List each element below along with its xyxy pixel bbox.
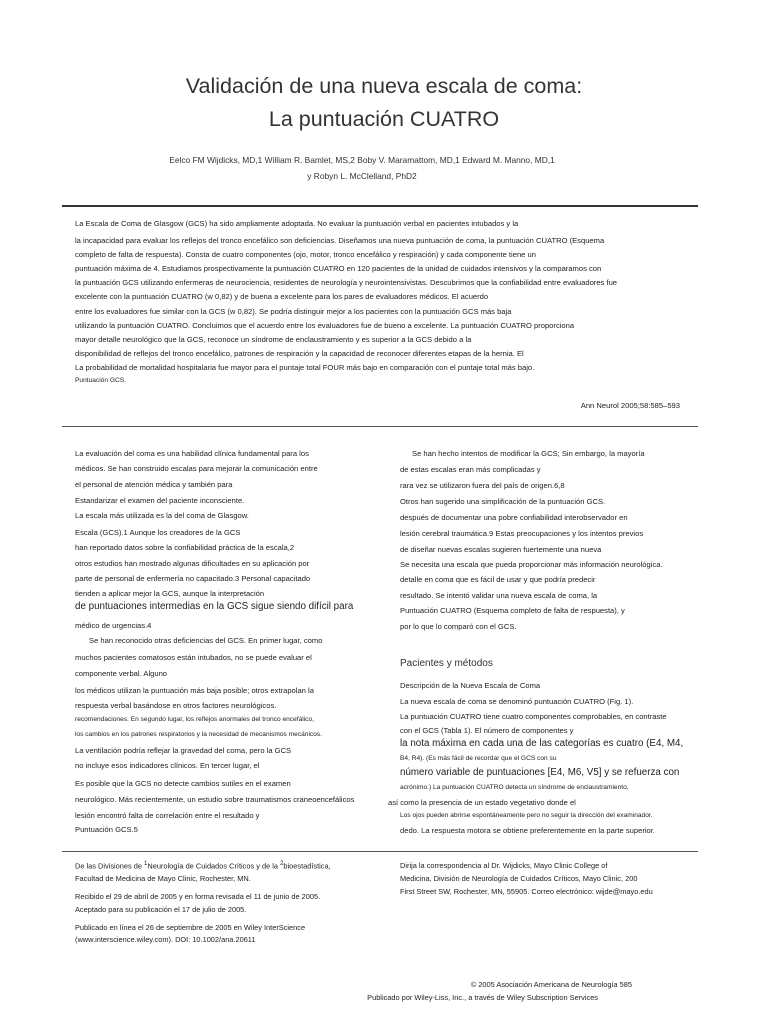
- copyright-notice: © 2005 Asociación Americana de Neurología 585: [470, 980, 632, 989]
- body-line: lesión encontró falta de correlación entre el resultado y: [75, 811, 260, 820]
- author-list-line-1: Eelco FM Wijdicks, MD,1 William R. Bamlet, MS,2 Boby V. Maramattom, MD,1 Edward M. Manno, MD,1: [169, 155, 555, 165]
- body-line: con el GCS (Tabla 1). El número de componentes y: [400, 726, 574, 735]
- abstract-line: puntuación máxima de 4. Estudiamos prospectivamente la puntuación CUATRO en 120 pacientes de la unidad de cuidados intensivos y la comparamos con: [75, 264, 602, 273]
- body-line: recomendaciones. En segundo lugar, los reflejos anormales del tronco encefálico,: [75, 716, 314, 723]
- body-line: Estandarizar el examen del paciente inconsciente.: [75, 496, 245, 505]
- body-line: número variable de puntuaciones [E4, M6, V5] y se refuerza con: [400, 767, 680, 778]
- body-line: Se necesita una escala que pueda proporcionar más información neurológica.: [400, 560, 663, 569]
- body-line: de estas escalas eran más complicadas y: [400, 465, 541, 474]
- accepted-date: Aceptado para su publicación el 17 de julio de 2005.: [75, 905, 247, 914]
- abstract-line: excelente con la puntuación CUATRO (w 0,82) y de buena a excelente para los pares de evaluadores médicos. El acuerdo: [75, 292, 489, 301]
- correspondence-line: First Street SW, Rochester, MN, 55905. Correo electrónico: wijde@mayo.edu: [400, 887, 653, 896]
- body-line: lesión cerebral traumática.9 Estas preocupaciones y los intentos previos: [400, 529, 644, 538]
- published-line: (www.interscience.wiley.com). DOI: 10.1002/ana.20611: [75, 935, 256, 944]
- body-line: dedo. La respuesta motora se obtiene preferentemente en la parte superior.: [400, 826, 655, 835]
- body-line: La escala más utilizada es la del coma de Glasgow.: [75, 511, 249, 520]
- body-line: parte de personal de enfermería no capacitado.3 Personal capacitado: [75, 574, 311, 583]
- body-line: Puntuación CUATRO (Esquema completo de falta de respuesta), y: [400, 606, 625, 615]
- body-line: Es posible que la GCS no detecte cambios sutiles en el examen: [75, 779, 291, 788]
- body-line: componente verbal. Alguno: [75, 669, 168, 678]
- body-line: Los ojos pueden abrirse espontáneamente pero no seguir la dirección del examinador.: [400, 812, 653, 819]
- body-line: muchos pacientes comatosos están intubados, no se puede evaluar el: [75, 653, 312, 662]
- body-line: respuesta verbal basándose en otros factores neurológicos.: [75, 701, 277, 710]
- affiliation-text: bioestadística,: [283, 861, 331, 871]
- body-line: tienden a aplicar mejor la GCS, aunque la interpretación: [75, 589, 265, 598]
- body-line: B4, R4). (Es más fácil de recordar que el GCS con su: [400, 755, 557, 762]
- body-line: el personal de atención médica y también para: [75, 480, 233, 489]
- body-line: resultado. Se intentó validar una nueva escala de coma, la: [400, 591, 598, 600]
- body-line: han reportado datos sobre la confiabilidad práctica de la escala,2: [75, 543, 295, 552]
- body-line: Se han reconocido otras deficiencias del GCS. En primer lugar, como: [89, 636, 323, 645]
- abstract-line: La probabilidad de mortalidad hospitalaria fue mayor para el puntaje total FOUR más bajo en comparación con el puntaje total más bajo.: [75, 363, 535, 372]
- body-line: Otros han sugerido una simplificación de la puntuación GCS.: [400, 497, 606, 506]
- received-date: Recibido el 29 de abril de 2005 y en forma revisada el 11 de junio de 2005.: [75, 892, 321, 901]
- published-line: Publicado en línea el 26 de septiembre de 2005 en Wiley InterScience: [75, 923, 306, 932]
- body-line: no incluye esos indicadores clínicos. En tercer lugar, el: [75, 761, 260, 770]
- abstract-bottom-rule: [62, 426, 698, 427]
- abstract-line: disponibilidad de reflejos del tronco encefálico, patrones de respiración y la capacidad de reconocer diferentes etapas de la hernia. El: [75, 349, 524, 358]
- body-line: de puntuaciones intermedias en la GCS sigue siendo difícil para: [75, 601, 354, 612]
- affiliation-text: Neurología de Cuidados Críticos y de la: [147, 861, 279, 871]
- body-line: Escala (GCS).1 Aunque los creadores de la GCS: [75, 528, 241, 537]
- abstract-line: la puntuación GCS utilizando enfermeras de neurociencia, residentes de neurología y neurointensivistas. Descubrimos que la confiabilidad entre evaluadores fue: [75, 278, 618, 287]
- body-line: La ventilación podría reflejar la gravedad del coma, pero la GCS: [75, 746, 292, 755]
- correspondence-line: Dirija la correspondencia al Dr. Wijdicks, Mayo Clinic College of: [400, 861, 608, 870]
- abstract-line: la incapacidad para evaluar los reflejos del tronco encefálico son deficiencias. Diseñamos una nueva puntuación de coma, la puntuación CUATRO (Esquema: [75, 236, 605, 245]
- body-line: Puntuación GCS.5: [75, 825, 138, 834]
- affiliation-marker: 2: [280, 861, 284, 867]
- author-list-line-2: y Robyn L. McClelland, PhD2: [307, 171, 417, 181]
- body-line: otros estudios han mostrado algunas dificultades en su aplicación por: [75, 559, 310, 568]
- affiliation-line: [75, 861, 331, 870]
- affiliation-text: De las Divisiones de: [75, 861, 142, 871]
- affiliation-line: Facultad de Medicina de Mayo Clinic, Rochester, MN.: [75, 874, 251, 883]
- footnote-rule: [62, 851, 698, 852]
- body-line: médico de urgencias.4: [75, 621, 152, 630]
- abstract-line: entre los evaluadores fue similar con la GCS (w 0,82). Se podría distinguir mejor a los pacientes con la puntuación GCS más baja: [75, 307, 512, 316]
- section-heading: Pacientes y métodos: [400, 658, 493, 669]
- article-title-line-2: La puntuación CUATRO: [268, 107, 500, 131]
- publisher-notice: Publicado por Wiley-Liss, Inc., a través de Wiley Subscription Services: [367, 993, 598, 1002]
- body-line: los médicos utilizan la puntuación más baja posible; otros extrapolan la: [75, 686, 314, 695]
- body-line: neurológico. Más recientemente, un estudio sobre traumatismos craneoencefálicos: [75, 795, 355, 804]
- body-line: La evaluación del coma es una habilidad clínica fundamental para los: [75, 449, 309, 458]
- subsection-heading: Descripción de la Nueva Escala de Coma: [400, 681, 541, 690]
- abstract-line: completo de falta de respuesta). Consta de cuatro componentes (ojo, motor, tronco encefálico y respiración) y cada componente tiene un: [75, 250, 536, 259]
- body-line: de diseñar nuevas escalas sugieren fuertemente una nueva: [400, 545, 602, 554]
- body-line: rara vez se utilizaron fuera del país de origen.6,8: [400, 481, 565, 490]
- body-line: La puntuación CUATRO tiene cuatro componentes comprobables, en contraste: [400, 712, 667, 721]
- abstract-line: mayor detalle neurológico que la GCS, reconoce un síndrome de enclaustramiento y es superior a la GCS debido a la: [75, 335, 472, 344]
- body-line: por lo que lo comparó con el GCS.: [400, 622, 517, 631]
- body-line: La nueva escala de coma se denominó puntuación CUATRO (Fig. 1).: [400, 697, 634, 706]
- body-line: detalle en coma que es fácil de usar y que podría predecir: [400, 575, 596, 584]
- abstract-line: Puntuación GCS.: [75, 377, 126, 384]
- body-line: acrónimo.) La puntuación CUATRO detecta un síndrome de enclaustramiento,: [400, 784, 629, 791]
- body-line: después de documentar una pobre confiabilidad interobservador en: [400, 513, 628, 522]
- abstract-top-rule: [62, 205, 698, 207]
- affiliation-marker: 1: [144, 861, 148, 867]
- body-line: los cambios en los patrones respiratorios y la necesidad de mecanismos mecánicos.: [75, 731, 323, 738]
- article-title-line-1: Validación de una nueva escala de coma:: [185, 74, 583, 98]
- body-line: la nota máxima en cada una de las categorías es cuatro (E4, M4,: [400, 738, 684, 749]
- abstract-line: utilizando la puntuación CUATRO. Concluimos que el acuerdo entre los evaluadores fue de bueno a excelente. La puntuación CUATRO proporciona: [75, 321, 575, 330]
- correspondence-line: Medicina, División de Neurología de Cuidados Críticos, Mayo Clinic, 200: [400, 874, 638, 883]
- body-line: así como la presencia de un estado vegetativo donde el: [388, 798, 576, 807]
- abstract-line: La Escala de Coma de Glasgow (GCS) ha sido ampliamente adoptada. No evaluar la puntuación verbal en pacientes intubados y la: [75, 219, 519, 228]
- body-line: Se han hecho intentos de modificar la GCS; Sin embargo, la mayoría: [412, 449, 645, 458]
- body-line: médicos. Se han construido escalas para mejorar la comunicación entre: [75, 464, 318, 473]
- journal-citation: Ann Neurol 2005;58:585–593: [580, 401, 680, 410]
